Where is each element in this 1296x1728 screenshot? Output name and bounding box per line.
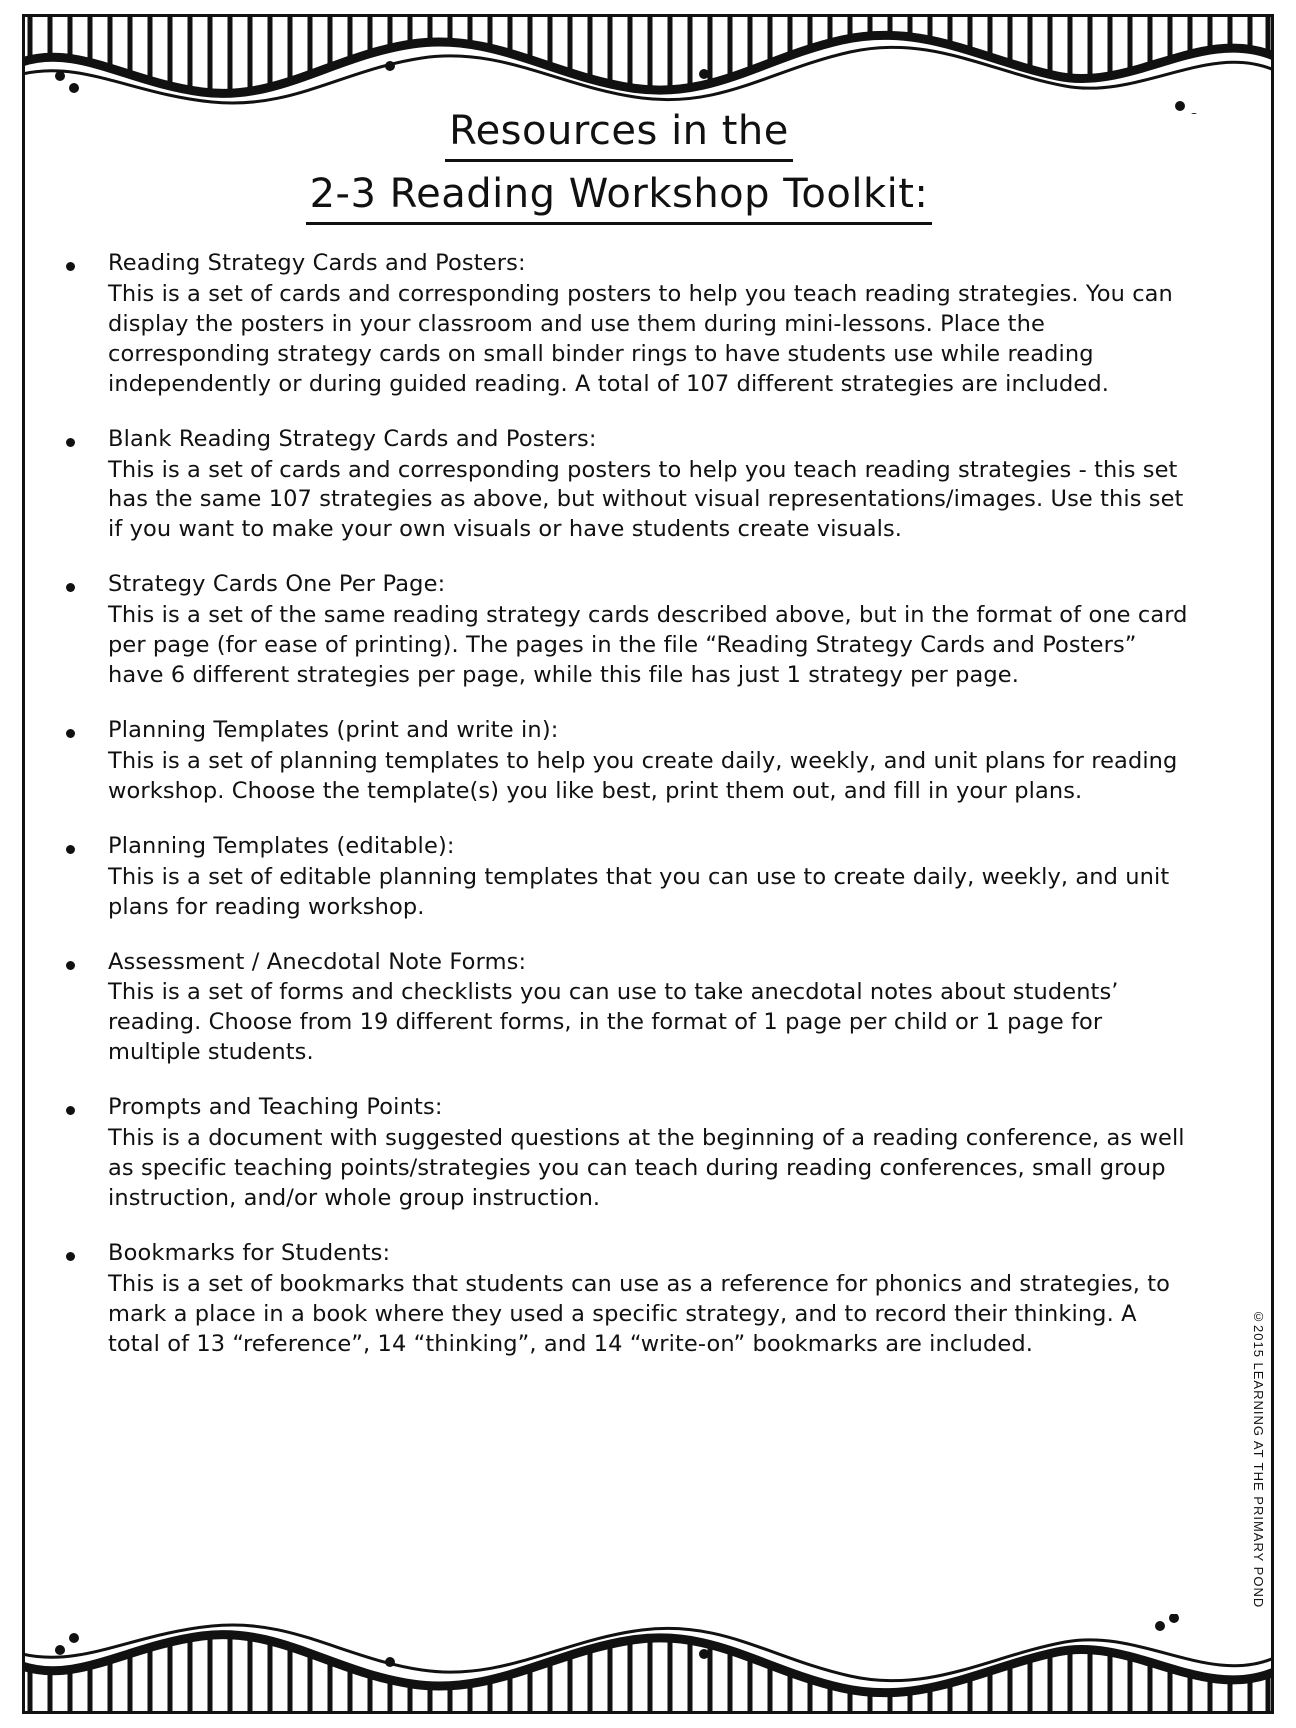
list-item <box>44 249 1194 400</box>
list-item <box>44 716 1194 807</box>
list-item <box>44 832 1194 923</box>
resource-description: This is a set of bookmarks that students can use as a reference for phonics and strategies, to mark a place in a book where they used a specific strategy, and to record their thinking. A total of 13 “reference”, 14 “thinking”, and 14 “write-on” bookmarks are included. <box>108 1270 1171 1357</box>
resource-description: This is a set of cards and corresponding posters to help you teach reading strategies. You can display the posters in your classroom and use them during mini-lessons. Place the corresponding strategy cards on small binder rings to have students use while reading independently or during guided reading. A total of 107 different strategies are included. <box>108 280 1173 397</box>
bullet-dot-icon <box>66 1252 75 1261</box>
resource-heading: Strategy Cards One Per Page: <box>108 571 446 598</box>
bullet-dot-icon <box>66 438 75 447</box>
resource-description: This is a set of planning templates to help you create daily, weekly, and unit plans for reading workshop. Choose the template(s) you like best, print them out, and fill in your plans. <box>108 747 1178 804</box>
resource-heading: Planning Templates (print and write in): <box>108 716 559 743</box>
resource-heading: Blank Reading Strategy Cards and Posters: <box>108 425 597 452</box>
list-item <box>44 1093 1194 1214</box>
resource-description: This is a document with suggested questions at the beginning of a reading conference, as well as specific teaching points/strategies you can teach during reading conferences, small group instruction, and/or whole group instruction. <box>108 1125 1185 1211</box>
resource-heading: Prompts and Teaching Points: <box>108 1094 443 1121</box>
decorative-border-top <box>22 14 1274 114</box>
document-content <box>44 105 1194 1505</box>
resource-description: This is a set of the same reading strategy cards described above, but in the format of one card per page (for ease of printing). The pages in the file “Reading Strategy Cards and Posters” have 6 different strategies per page, while this file has just 1 strategy per page. <box>108 602 1188 689</box>
resource-description: This is a set of cards and corresponding posters to help you teach reading strategies - this set has the same 107 strategies as above, but without visual representations/images. Use this set if you want to make your own visuals or have students create visuals. <box>108 456 1184 543</box>
bullet-dot-icon <box>66 845 75 854</box>
bullet-dot-icon <box>66 961 75 970</box>
resource-heading: Assessment / Anecdotal Note Forms: <box>108 948 527 975</box>
resource-heading: Bookmarks for Students: <box>108 1239 391 1266</box>
list-item <box>44 948 1194 1069</box>
resource-description: This is a set of forms and checklists you can use to take anecdotal notes about students’ reading. Choose from 19 different forms, in the format of 1 page per child or 1 page for multiple students. <box>108 979 1119 1066</box>
copyright-notice: ©2015 LEARNING AT THE PRIMARY POND <box>1251 1308 1266 1608</box>
page-title <box>44 105 1194 231</box>
resource-heading: Planning Templates (editable): <box>108 832 455 859</box>
resource-heading: Reading Strategy Cards and Posters: <box>108 250 526 276</box>
title-line-1: Resources in the <box>445 105 793 162</box>
resource-description: This is a set of editable planning templates that you can use to create daily, weekly, and unit plans for reading workshop. <box>108 863 1170 920</box>
title-line-2: 2-3 Reading Workshop Toolkit: <box>306 168 933 225</box>
list-item <box>44 425 1194 546</box>
decorative-border-bottom <box>22 1614 1274 1714</box>
bullet-dot-icon <box>66 262 75 271</box>
list-item <box>44 570 1194 691</box>
bullet-dot-icon <box>66 583 75 592</box>
list-item <box>44 1239 1194 1360</box>
bullet-dot-icon <box>66 729 75 738</box>
resource-list <box>44 249 1194 1360</box>
bullet-dot-icon <box>66 1106 75 1115</box>
